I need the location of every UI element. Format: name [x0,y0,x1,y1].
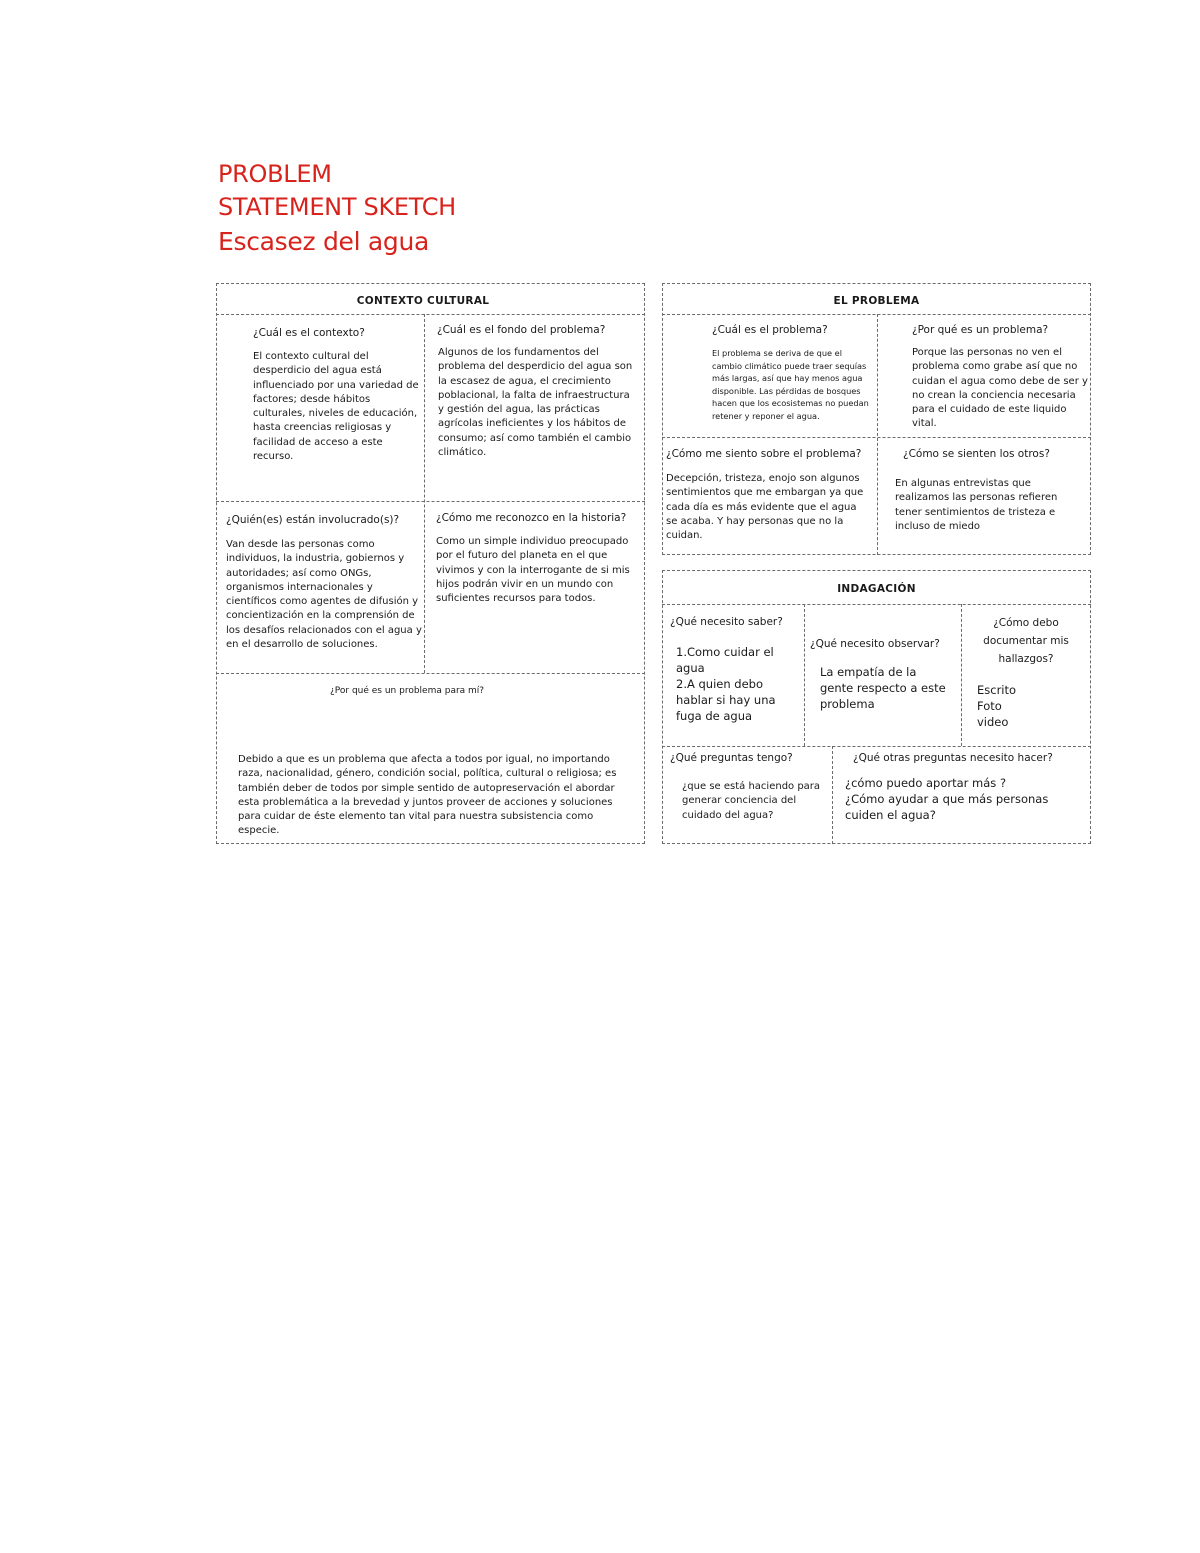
answer-involucrados: Van desde las personas como individuos, la industria, gobiernos y autoridades; así como ONGs, organismos internacionales y científicos como agentes de difusión y concientización en la comprensión de los desafíos relacionados con el agua y en el desarrollo de soluciones. [226,539,422,651]
answer-por-que-problema: Porque las personas no ven el problema como grabe así que no cuidan el agua como debe de ser y no crean la conciencia necesaria para el cuidado de este liquido vital. [912,347,1088,430]
answer-que-preguntas-tengo: ¿que se está haciendo para generar conciencia del cuidado del agua? [682,781,821,821]
el-problema-heading: EL PROBLEMA [833,295,920,307]
answer-fondo-problema: Algunos de los fundamentos del problema del desperdicio del agua son la escasez de agua, el crecimiento poblacional, la falta de infraestructura y gestión del agua, las prácticas agrícolas ineficientes y los hábitos de consumo; así como también el cambio climático. [438,347,633,459]
question-como-se-sienten: ¿Cómo se sienten los otros? [903,448,1050,460]
question-otras-preguntas: ¿Qué otras preguntas necesito hacer? [853,752,1053,764]
question-por-que-problema: ¿Por qué es un problema? [912,324,1049,336]
title-line-1: PROBLEM [218,160,332,188]
question-involucrados: ¿Quién(es) están involucrado(s)? [226,514,400,526]
divider [216,673,645,674]
divider [662,746,1091,747]
indagacion-heading: INDAGACIÓN [837,583,916,595]
answer-problema-para-mi: Debido a que es un problema que afecta a todos por igual, no importando raza, nacionalidad, género, condición social, política, cultural o religiosa; es también deber de todos por simple sentido de autopreservación el abordar esta problemática a la brevedad y juntos proveer de acciones y soluciones para cuidar de éste elemento tan vital para nuestra subsistencia como especie. [238,754,617,837]
document-title [218,158,456,260]
answer-otras-preguntas: ¿cómo puedo aportar más ? ¿Cómo ayudar a que más personas cuiden el agua? [845,776,1049,822]
question-contexto: ¿Cuál es el contexto? [253,327,365,339]
divider [832,746,833,844]
title-line-2: STATEMENT SKETCH [218,193,456,221]
contexto-cultural-heading: CONTEXTO CULTURAL [356,295,490,307]
divider [804,604,805,746]
question-fondo-problema: ¿Cuál es el fondo del problema? [437,324,606,336]
divider [877,314,878,555]
divider [216,314,645,315]
answer-que-necesito-observar: La empatía de la gente respecto a este problema [820,665,946,711]
question-reconozco-historia: ¿Cómo me reconozco en la historia? [436,512,627,524]
title-line-3: Escasez del agua [218,227,430,256]
divider [662,604,1091,605]
question-que-necesito-saber: ¿Qué necesito saber? [670,616,783,628]
question-cual-problema: ¿Cuál es el problema? [712,324,828,336]
answer-contexto: El contexto cultural del desperdicio del agua está influenciado por una variedad de factores; desde hábitos culturales, niveles de educación, hasta creencias religiosas y facilidad de acceso a este recurso. [253,351,419,463]
question-como-documentar: ¿Cómo debo documentar mis hallazgos? [983,617,1069,665]
divider [961,604,962,746]
answer-como-me-siento: Decepción, tristeza, enojo son algunos sentimientos que me embargan ya que cada día es más evidente que el agua se acaba. Y hay personas que no la cuidan. [666,473,864,542]
question-como-me-siento: ¿Cómo me siento sobre el problema? [666,448,862,460]
answer-como-documentar: Escrito Foto video [977,683,1017,729]
divider [216,501,645,502]
divider [424,314,425,673]
answer-reconozco-historia: Como un simple individuo preocupado por el futuro del planeta en el que vivimos y con la interrogante de si mis hijos podrán vivir en un mundo con suficientes recursos para todos. [436,536,630,605]
answer-como-se-sienten: En algunas entrevistas que realizamos las personas refieren tener sentimientos de tristeza e incluso de miedo [895,478,1058,532]
answer-cual-problema: El problema se deriva de que el cambio climático puede traer sequías más largas, así que hay menos agua disponible. Las pérdidas de bosques hacen que los ecosistemas no puedan retener y reponer el agua. [712,348,869,421]
divider [662,437,1091,438]
question-que-necesito-observar: ¿Qué necesito observar? [810,638,940,650]
question-problema-para-mi: ¿Por qué es un problema para mí? [330,686,485,696]
answer-que-necesito-saber: 1.Como cuidar el agua 2.A quien debo hablar si hay una fuga de agua [676,645,776,723]
question-que-preguntas-tengo: ¿Qué preguntas tengo? [670,752,793,764]
